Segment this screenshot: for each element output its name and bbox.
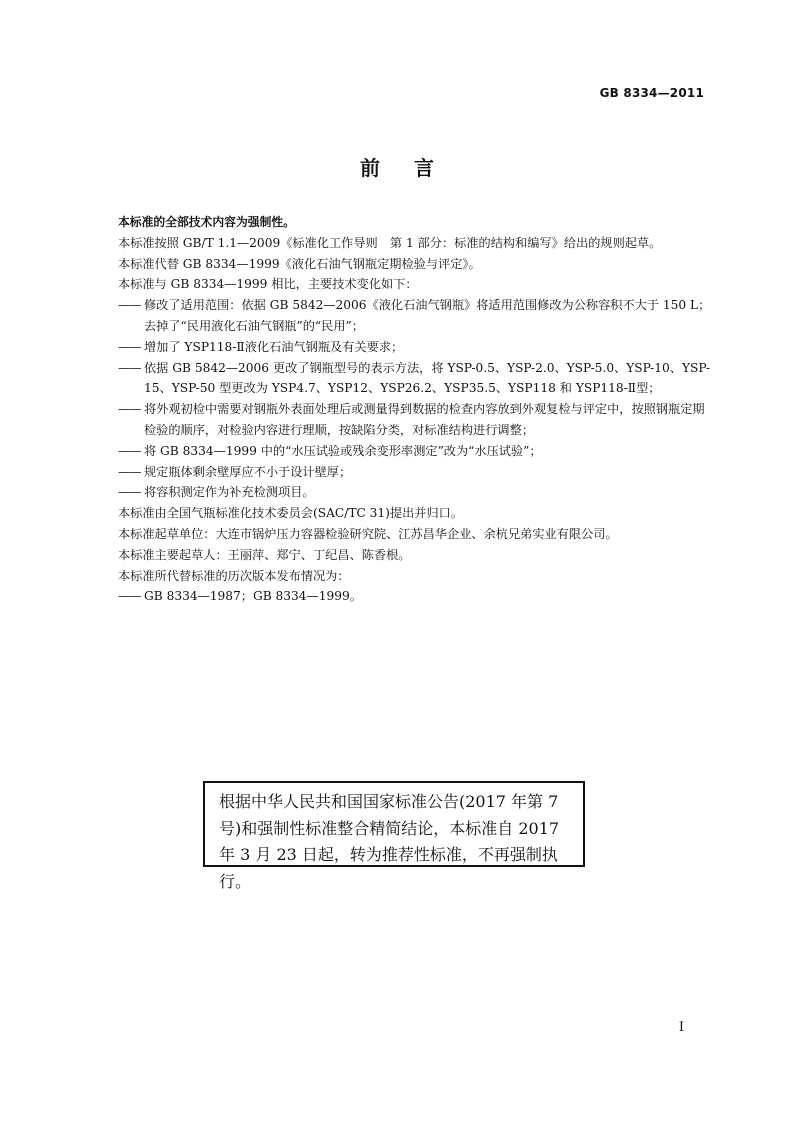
dash-marker: —— [118,443,141,458]
change-item-text: 依据 GB 5842—2006 更改了钢瓶型号的表示方法，将 YSP-0.5、YSP-2.0、YSP-5.0、YSP-10、YSP-15、YSP-50 型更改为 YSP4.7、YSP12、YSP26.2、YSP35.5、YSP118 和 YSP118-Ⅱ型； [144,360,711,396]
dash-marker: —— [118,589,141,604]
change-item [118,441,712,462]
change-item [118,295,712,337]
drafting-rule-paragraph: 本标准按照 GB/T 1.1—2009《标准化工作导则 第 1 部分：标准的结构和编写》给出的规则起草。 [118,235,662,250]
foreword-body [118,212,712,607]
status-notice-box: 根据中华人民共和国国家标准公告(2017 年第 7 号)和强制性标准整合精简结论，本标准自 2017 年 3 月 23 日起，转为推荐性标准，不再强制执行。 [203,781,585,867]
change-item [118,462,712,483]
dash-marker: —— [118,360,141,375]
changes-intro-paragraph: 本标准与 GB 8334—1999 相比，主要技术变化如下： [118,277,418,292]
dash-marker: —— [118,485,141,500]
drafters-paragraph: 本标准主要起草人：王丽萍、郑宁、丁纪昌、陈香根。 [118,547,411,562]
change-item-text: 规定瓶体剩余壁厚应不小于设计壁厚； [144,464,352,479]
change-item-text: 将容积测定作为补充检测项目。 [144,485,315,500]
change-item [118,399,712,441]
page-number: I [678,1020,684,1035]
drafting-units-paragraph: 本标准起草单位：大连市锅炉压力容器检验研究院、江苏昌华企业、余杭兄弟实业有限公司。 [118,526,618,541]
dash-marker: —— [118,464,141,479]
change-item [118,482,712,503]
proposer-paragraph: 本标准由全国气瓶标准化技术委员会(SAC/TC 31)提出并归口。 [118,506,464,521]
replaces-paragraph: 本标准代替 GB 8334—1999《液化石油气钢瓶定期检验与评定》。 [118,256,481,271]
history-item [118,586,712,607]
change-item-text: 将 GB 8334—1999 中的“水压试验或残余变形率测定”改为“水压试验”； [144,443,542,458]
standard-code: GB 8334—2011 [599,86,704,100]
dash-marker: —— [118,402,141,417]
dash-marker: —— [118,339,141,354]
mandatory-statement: 本标准的全部技术内容为强制性。 [118,215,295,229]
change-item-text: 将外观初检中需要对钢瓶外表面处理后或测量得到数据的检查内容放到外观复检与评定中，按照钢瓶定期检验的顺序，对检验内容进行理顺，按缺陷分类，对标准结构进行调整； [144,402,705,437]
change-item-text: 修改了适用范围：依据 GB 5842—2006《液化石油气钢瓶》将适用范围修改为公称容积不大于 150 L；去掉了“民用液化石油气钢瓶”的“民用”； [144,298,711,333]
dash-marker: —— [118,298,141,313]
change-item [118,337,712,358]
history-item-text: GB 8334—1987；GB 8334—1999。 [144,589,362,604]
history-intro-paragraph: 本标准所代替标准的历次版本发布情况为： [118,568,350,583]
change-item [118,358,712,400]
page-title: 前言 [360,156,468,180]
change-item-text: 增加了 YSP118-Ⅱ液化石油气钢瓶及有关要求； [144,339,404,354]
